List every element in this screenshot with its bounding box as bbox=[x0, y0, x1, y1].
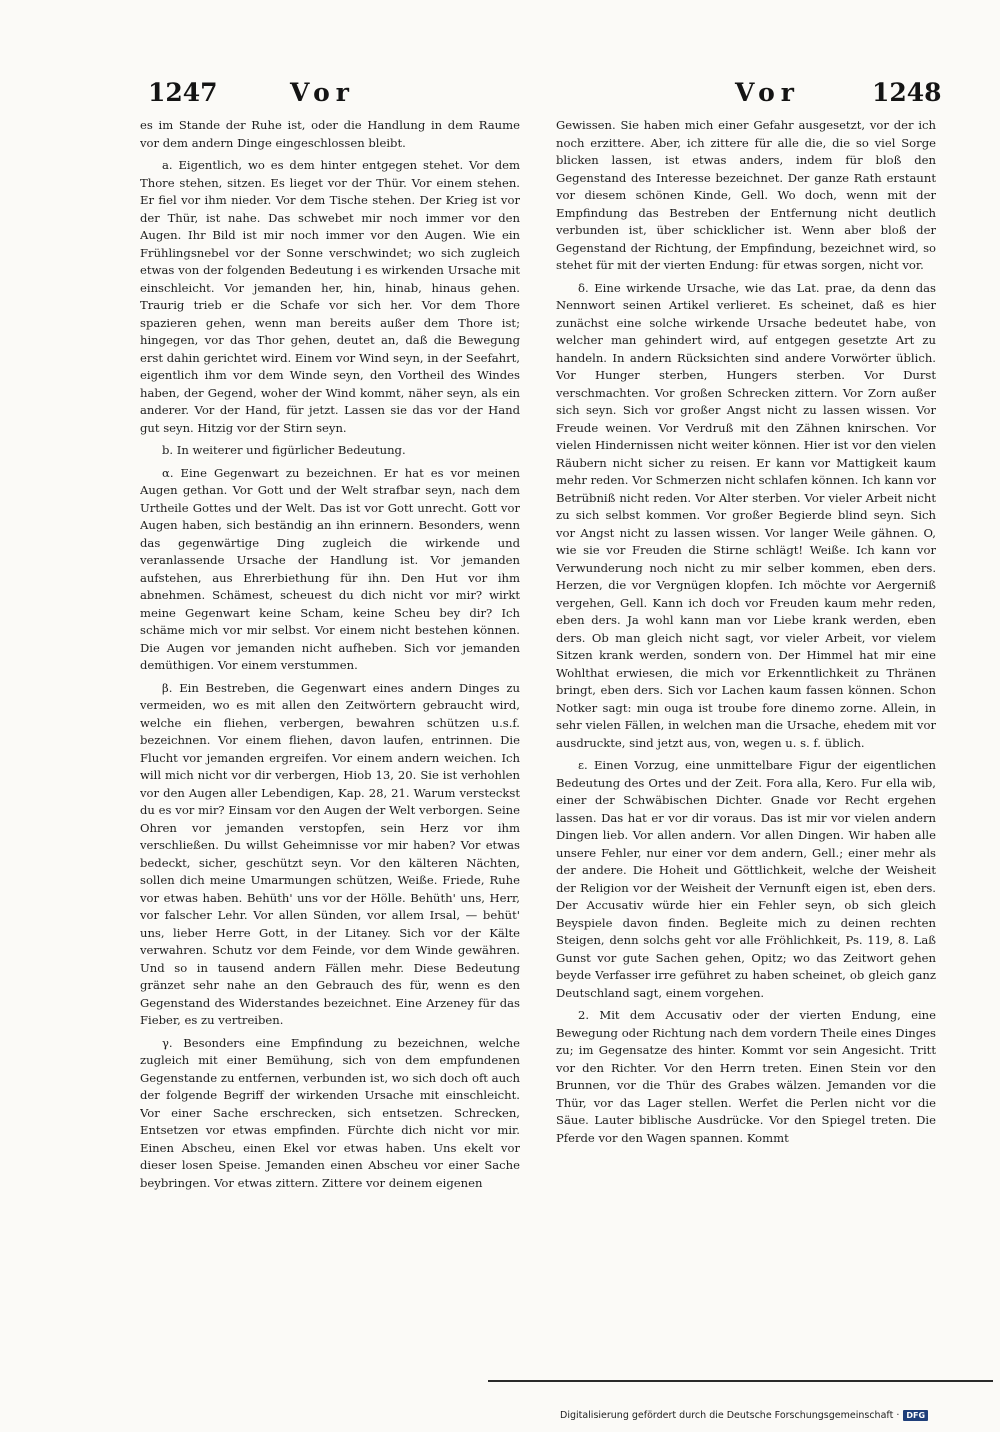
left-paragraph: a. Eigentlich, wo es dem hinter entgegen stehet. Vor dem Thore stehen, sitzen. Es lieget vor der Thür. Vor einem stehen. Er fiel vor ihm nieder. Vor dem Tische stehen. Der Krieg ist vor der Thür, ist nahe. Das schwebet mir noch immer vor den Augen. Ihr Bild ist mir noch immer vor den Augen. Wie ein Frühlingsnebel vor der Sonne verschwindet; wo sich zugleich etwas von der folgenden Bedeutung i es wirkenden Ursache mit einschleicht. Vor jemanden her, hin, hinab, hinaus gehen. Traurig trieb er die Schafe vor sich her. Vor dem Thore spazieren gehen, wenn man bereits außer dem Thore ist; hingegen, vor das Thor gehen, deutet an, daß die Bewegung erst dahin gerichtet wird. Einem vor Wind seyn, in der Seefahrt, eigentlich ihm vor dem Winde seyn, den Vortheil des Windes haben, der Gegend, woher der Wind kommt, näher seyn, als ein anderer. Vor der Hand, für jetzt. Lassen sie das vor der Hand gut seyn. Hitzig vor der Stirn seyn. bbox=[140, 158, 520, 435]
running-head-left: Vor bbox=[290, 78, 355, 107]
left-paragraph: γ. Besonders eine Empfindung zu bezeichnen, welche zugleich mit einer Bemühung, sich von dem empfundenen Gegenstande zu entfernen, verbunden ist, wo sich doch oft auch der folgende Begriff der wirkenden Ursache mit einschleicht. Vor einer Sache erschrecken, sich entsetzen. Schrecken, Entsetzen vor etwas empfinden. Fürchte dich nicht vor mir. Einen Abscheu, einen Ekel vor etwas haben. Uns ekelt vor dieser losen Speise. Jemanden einen Abscheu vor einer Sache beybringen. Vor etwas zittern. Zittere vor deinem eigenen bbox=[140, 1035, 520, 1190]
left-paragraph: β. Ein Bestreben, die Gegenwart eines andern Dinges zu vermeiden, wo es mit allen den Zeitwörtern gebraucht wird, welche ein fliehen, verbergen, bewahren schützen u.s.f. bezeichnen. Vor einem fliehen, davon laufen, entrinnen. Die Flucht vor jemanden ergreifen. Vor einem andern weichen. Ich will mich nicht vor dir verbergen, Hiob 13, 20. Sie ist verhohlen vor den Augen aller Lebendigen, Kap. 28, 21. Warum versteckst du es vor mir? Einsam vor den Augen der Welt verborgen. Seine Ohren vor jemanden verstopfen, sein Herz vor ihm verschließen. Du willst Geheimnisse vor mir haben? Vor etwas bedeckt, sicher, geschützt seyn. Vor den kälteren Nächten, sollen dich meine Umarmungen schützen, Weiße. Friede, Ruhe vor etwas haben. Behüth' uns vor der Hölle. Behüth' uns, Herr, vor falscher Lehr. Vor allen Sünden, vor allem Irsal, — behüt' uns, lieber Herre Gott, in der Litaney. Sich vor der Kälte verwahren. Schutz vor dem Feinde, vor dem Winde gewähren. Und so in tausend andern Fällen mehr. Diese Bedeutung gränzet sehr nahe an den Gebrauch des für, wenn es den Gegenstand des Widerstandes bezeichnet. Eine Arzeney für das Fieber, es zu vertreiben. bbox=[140, 680, 520, 1027]
footer-text: Digitalisierung gefördert durch die Deutsche Forschungsgemeinschaft · bbox=[560, 1410, 900, 1421]
left-paragraph: α. Eine Gegenwart zu bezeichnen. Er hat es vor meinen Augen gethan. Vor Gott und der Welt strafbar seyn, nach dem Urtheile Gottes und der Welt. Das ist vor Gott unrecht. Gott vor Augen haben, sich beständig an ihn erinnern. Besonders, wenn das gegenwärtige Ding zugleich die wirkende und veranlassende Ursache der Handlung ist. Vor jemanden aufstehen, aus Ehrerbiethung für ihn. Den Hut vor ihm abnehmen. Schämest, scheuest du dich nicht vor mir? wirkt meine Gegenwart keine Scham, keine Scheu bey dir? Ich schäme mich vor mir selbst. Vor einem nicht bestehen können. Die Augen vor jemanden nicht aufheben. Sich vor jemanden demüthigen. Vor einem verstummen. bbox=[140, 465, 520, 672]
right-paragraph: Gewissen. Sie haben mich einer Gefahr ausgesetzt, vor der ich noch erzittere. Aber, ich zittere für alle die, die so viel Sorge blicken lassen, ist etwas anders, indem für bloß den Gegenstand des Interesse bezeichnet. Der ganze Rath erstaunt vor diesem schönen Kinde, Gell. Wo doch, wenn mit der Empfindung das Bestreben der Entfernung nicht deutlich verbunden ist, über schicklicher ist. Wenn aber bloß der Gegenstand der Richtung, der Empfindung, bezeichnet wird, so stehet für mit der vierten Endung: für etwas sorgen, nicht vor. bbox=[556, 118, 936, 272]
dfg-logo-icon: DFG bbox=[903, 1410, 928, 1421]
left-paragraph: b. In weiterer und figürlicher Bedeutung. bbox=[162, 443, 406, 457]
left-paragraph: es im Stande der Ruhe ist, oder die Handlung in dem Raume vor dem andern Dinge eingeschlossen bleibt. bbox=[140, 118, 520, 150]
page-number-right: 1248 bbox=[872, 78, 942, 107]
right-paragraph: ε. Einen Vorzug, eine unmittelbare Figur der eigentlichen Bedeutung des Ortes und der Zeit. Fora alla, Kero. Fur ella wib, einer der Schwäbischen Dichter. Gnade vor Recht ergehen lassen. Das hat er vor dir voraus. Das ist mir vor vielen andern Dingen lieb. Vor allen andern. Vor allen Dingen. Wir haben alle unsere Fehler, nur einer vor dem andern, Gell.; einer mehr als der andere. Die Hoheit und Göttlichkeit, welche der Weisheit der Religion vor der Weisheit der Vernunft eigen ist, eben ders. Der Accusativ würde hier ein Fehler seyn, ob sich gleich Beyspiele davon finden. Begleite mich zu deinen rechten Steigen, denn solchs geht vor alle Fröhlichkeit, Ps. 119, 8. Laß Gunst vor gute Sachen gehen, Opitz; wo das Zeitwort gehen beyde Verfasser irre geführet zu haben scheinet, ob gleich ganz Deutschland sagt, einem vorgehen. bbox=[556, 758, 936, 1000]
left-column bbox=[140, 117, 520, 1217]
right-paragraph: 2. Mit dem Accusativ oder der vierten Endung, eine Bewegung oder Richtung nach dem vordern Theile eines Dinges zu; im Gegensatze des hinter. Kommt vor sein Angesicht. Tritt vor den Richter. Vor den Herrn treten. Einen Stein vor den Brunnen, vor die Thür des Grabes wälzen. Jemanden vor die Thür, vor das Lager stellen. Werfet die Perlen nicht vor die Säue. Lauter biblische Ausdrücke. Vor den Spiegel treten. Die Pferde vor den Wagen spannen. Kommt bbox=[556, 1008, 936, 1145]
page-number-left: 1247 bbox=[148, 78, 218, 107]
running-head-right: Vor bbox=[735, 78, 800, 107]
bottom-rule bbox=[488, 1380, 993, 1382]
footer bbox=[560, 1410, 928, 1421]
right-paragraph: δ. Eine wirkende Ursache, wie das Lat. prae, da denn das Nennwort seinen Artikel verlieret. Es scheinet, daß es hier zunächst eine solche wirkende Ursache bedeutet habe, von welcher man gehindert wird, auf entgegen gesetzte Art zu handeln. In andern Rücksichten sind andere Vorwörter üblich. Vor Hunger sterben, Hungers sterben. Vor Durst verschmachten. Vor großen Schrecken zittern. Vor Zorn außer sich seyn. Sich vor großer Angst nicht zu lassen wissen. Vor Freude weinen. Vor Verdruß mit den Zähnen knirschen. Vor vielen Hindernissen nicht weiter können. Hier ist vor den vielen Räubern nicht sicher zu reisen. Er kann vor Mattigkeit kaum mehr reden. Vor Schmerzen nicht schlafen können. Ich kann vor Betrübniß nicht reden. Vor Alter sterben. Vor vieler Arbeit nicht zu sich selbst kommen. Vor großer Begierde blind seyn. Sich vor Angst nicht zu lassen wissen. Vor langer Weile gähnen. O, wie sie vor Freuden die Stirne schlägt! Weiße. Ich kann vor Verwunderung noch nicht zu mir selber kommen, eben ders. Herzen, die vor Vergnügen klopfen. Ich möchte vor Aergerniß vergehen, Gell. Kann ich doch vor Freuden kaum mehr reden, eben ders. Ja wohl kann man vor Liebe krank werden, eben ders. Ob man gleich nicht sagt, vor vieler Arbeit, vor vielem Sitzen krank werden, sondern von. Der Himmel hat mir eine Wohlthat erwiesen, die mich vor Erkenntlichkeit zu Thränen bringt, eben ders. Sich vor Lachen kaum fassen können. Schon Notker sagt: min ouga ist troube fore dinemo zorne. Allein, in sehr vielen Fällen, in welchen man die Ursache, ehedem mit vor ausdruckte, sind jetzt aus, von, wegen u. s. f. üblich. bbox=[556, 280, 936, 750]
right-column bbox=[556, 117, 936, 1247]
